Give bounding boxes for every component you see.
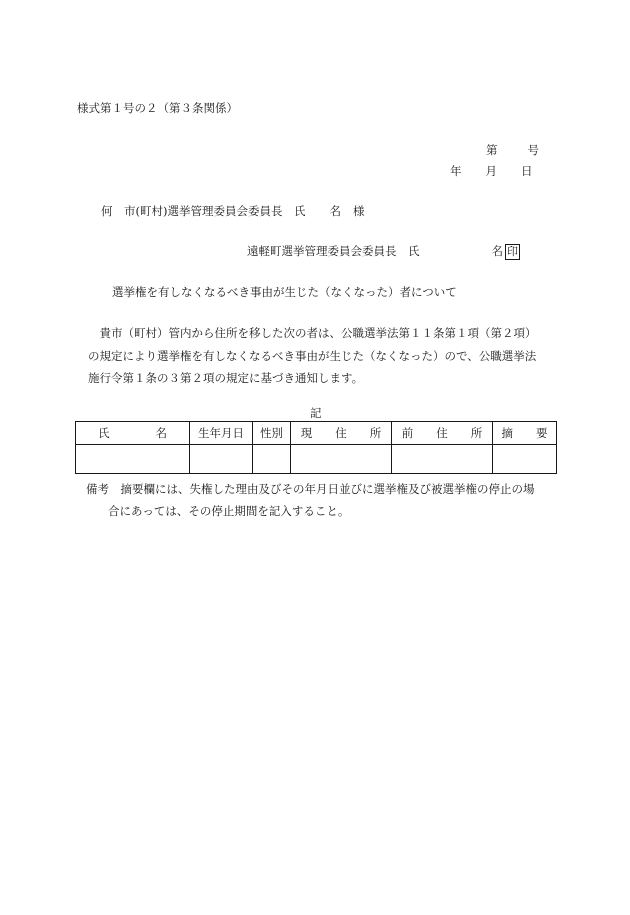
document-date [450,163,533,179]
header-current-address: 現 住 所 [291,422,392,445]
remarks-line-1: 備考 摘要欄には、失権した理由及びその年月日並びに選挙権及び被選挙権の停止の場 [86,482,535,496]
addressee-honorific: 様 [352,204,365,218]
remarks-line-2: 合にあっては、その停止期間を記入すること。 [108,504,350,518]
cell-birthdate [190,445,253,474]
cell-remarks [493,445,557,474]
document-number [486,142,539,158]
header-name: 氏 名 [76,422,190,445]
addressee-name2: 名 [329,204,341,218]
form-id: 様式第１号の２（第３条関係） [77,101,238,115]
addressee [101,203,364,219]
sender-name: 遠軽町選挙管理委員会委員長 氏 [247,244,420,258]
body-line-1: 貴市（町村）管内から住所を移した次の者は、公職選挙法第１１条第１項（第２項） [88,326,537,340]
body-line-2: の規定により選挙権を有しなくなるべき事由が生じた（なくなった）ので、公職選挙法 [88,348,537,363]
remarks-note [86,478,566,522]
header-sex: 性別 [253,422,291,445]
header-remarks: 摘 要 [493,422,557,445]
subject: 選挙権を有しなくなるべき事由が生じた（なくなった）者について [112,285,457,299]
sender-name2: 名 [491,244,503,258]
cell-name [76,445,190,474]
header-previous-address: 前 住 所 [392,422,493,445]
cell-previous-address [392,445,493,474]
body-line-3: 施行令第１条の３第２項の規定に基づき通知します。 [88,371,364,385]
person-table [75,421,557,474]
header-birthdate: 生年月日 [190,422,253,445]
date-day: 日 [521,164,533,178]
cell-current-address [291,445,392,474]
sender [247,243,520,260]
date-month: 月 [485,164,497,178]
table-row [76,445,557,474]
date-year: 年 [450,164,462,178]
number-prefix: 第 [486,143,498,157]
seal-mark: 印 [507,245,518,258]
cell-sex [253,445,291,474]
ki-heading: 記 [310,406,322,420]
body-text [88,322,568,390]
table-header-row [76,422,557,445]
addressee-name: 何 市(町村)選挙管理委員会委員長 氏 [101,204,306,218]
number-suffix: 号 [527,143,539,157]
